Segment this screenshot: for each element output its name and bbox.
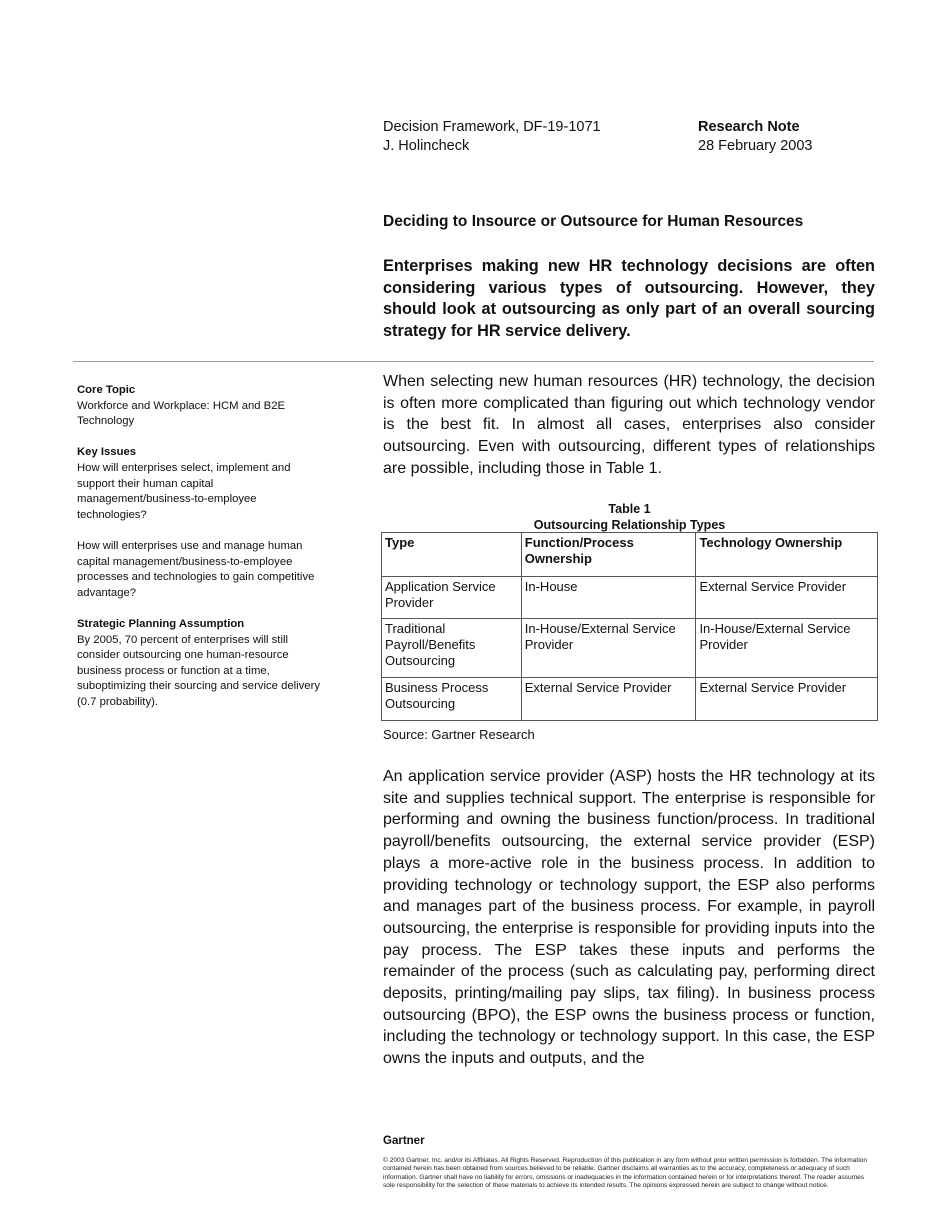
table-cell: Traditional Payroll/Benefits Outsourcing: [382, 619, 522, 678]
author: J. Holincheck: [383, 138, 470, 154]
table-row: [382, 619, 878, 678]
body-main: [383, 766, 875, 1070]
publication-date: 28 February 2003: [698, 138, 813, 154]
table-cell: In-House/External Service Provider: [521, 619, 696, 678]
table-cell: In-House/External Service Provider: [696, 619, 878, 678]
table-cell: Application Service Provider: [382, 577, 522, 619]
page-title: Deciding to Insource or Outsource for Human Resources: [383, 213, 804, 230]
key-issue-item: How will enterprises use and manage human capital management/business-to-employee processes and technologies to gain competitive advantage?: [77, 539, 315, 599]
body-intro: [383, 371, 875, 480]
table-row: [382, 577, 878, 619]
footer-brand: Gartner: [383, 1135, 425, 1147]
table-cell: External Service Provider: [696, 678, 878, 721]
table-cell: Business Process Outsourcing: [382, 678, 522, 721]
sidebar: [77, 383, 322, 726]
document-id: Decision Framework, DF-19-1071: [383, 119, 601, 135]
table-source: Source: Gartner Research: [383, 727, 535, 742]
spa-heading: Strategic Planning Assumption: [77, 617, 245, 630]
body-paragraph: An application service provider (ASP) hosts the HR technology at its site and supplies technical support. The enterprise is responsible for performing and owning the business function/process. In traditional payroll/benefits outsourcing, the external service provider (ESP) plays a more-active role in the business process. In addition to providing technology or technology support, the ESP also performs and manages part of the business process. For example, in payroll outsourcing, the enterprise is responsible for providing inputs into the pay process. The ESP takes these inputs and performs the remainder of the process (such as calculating pay, performing direct deposits, printing/mailing pay slips, tax filing). In business process outsourcing (BPO), the ESP owns the business process or function, including the technology or technology support. In this case, the ESP owns the inputs and outputs, and the: [383, 768, 875, 1068]
table-cell: External Service Provider: [521, 678, 696, 721]
column-header-function-ownership: Function/Process Ownership: [521, 533, 696, 577]
table-cell: In-House: [521, 577, 696, 619]
table-row: [382, 678, 878, 721]
core-topic-text: Workforce and Workplace: HCM and B2E Technology: [77, 399, 286, 428]
section-divider: [73, 361, 874, 362]
table-title: Outsourcing Relationship Types: [533, 518, 726, 532]
outsourcing-types-table: [381, 532, 878, 721]
table-cell: External Service Provider: [696, 577, 878, 619]
intro-paragraph: When selecting new human resources (HR) technology, the decision is often more complicated than figuring out which technology vendor is the best fit. In almost all cases, enterprises also consider outsourcing. Even with outsourcing, different types of relationships are possible, including those in Table 1.: [383, 373, 875, 477]
key-issue-item: How will enterprises select, implement and support their human capital management/business-to-employee technologies?: [77, 461, 291, 521]
key-issues-heading: Key Issues: [77, 446, 137, 459]
table-caption: [381, 501, 878, 533]
column-header-technology-ownership: Technology Ownership: [696, 533, 878, 577]
core-topic-heading: Core Topic: [77, 384, 136, 396]
copyright-notice: © 2003 Gartner, Inc. and/or its Affiliates. All Rights Reserved. Reproduction of this publication in any form without prior written permission is forbidden. The information contained herein has been obtained from sources believed to be reliable. Gartner disclaims all warranties as to the accuracy, completeness or adequacy of such information. Gartner shall have no liability for errors, omissions or inadequacies in the information contained herein or for interpretations thereof. The reader assumes sole responsibility for the selection of these materials to achieve its intended results. The opinions expressed herein are subject to change without notice.: [383, 1157, 867, 1189]
column-header-type: Type: [382, 533, 522, 577]
summary: Enterprises making new HR technology decisions are often considering various types of outsourcing. However, they should look at outsourcing as only part of an overall sourcing strategy for HR service delivery.: [383, 257, 875, 341]
table-header-row: [382, 533, 878, 577]
table-label: Table 1: [608, 502, 651, 516]
spa-text: By 2005, 70 percent of enterprises will still consider outsourcing one human-resource business process or function at a time, suboptimizing their sourcing and service delivery (0.7 probability).: [77, 633, 320, 708]
document-type: Research Note: [698, 119, 800, 135]
